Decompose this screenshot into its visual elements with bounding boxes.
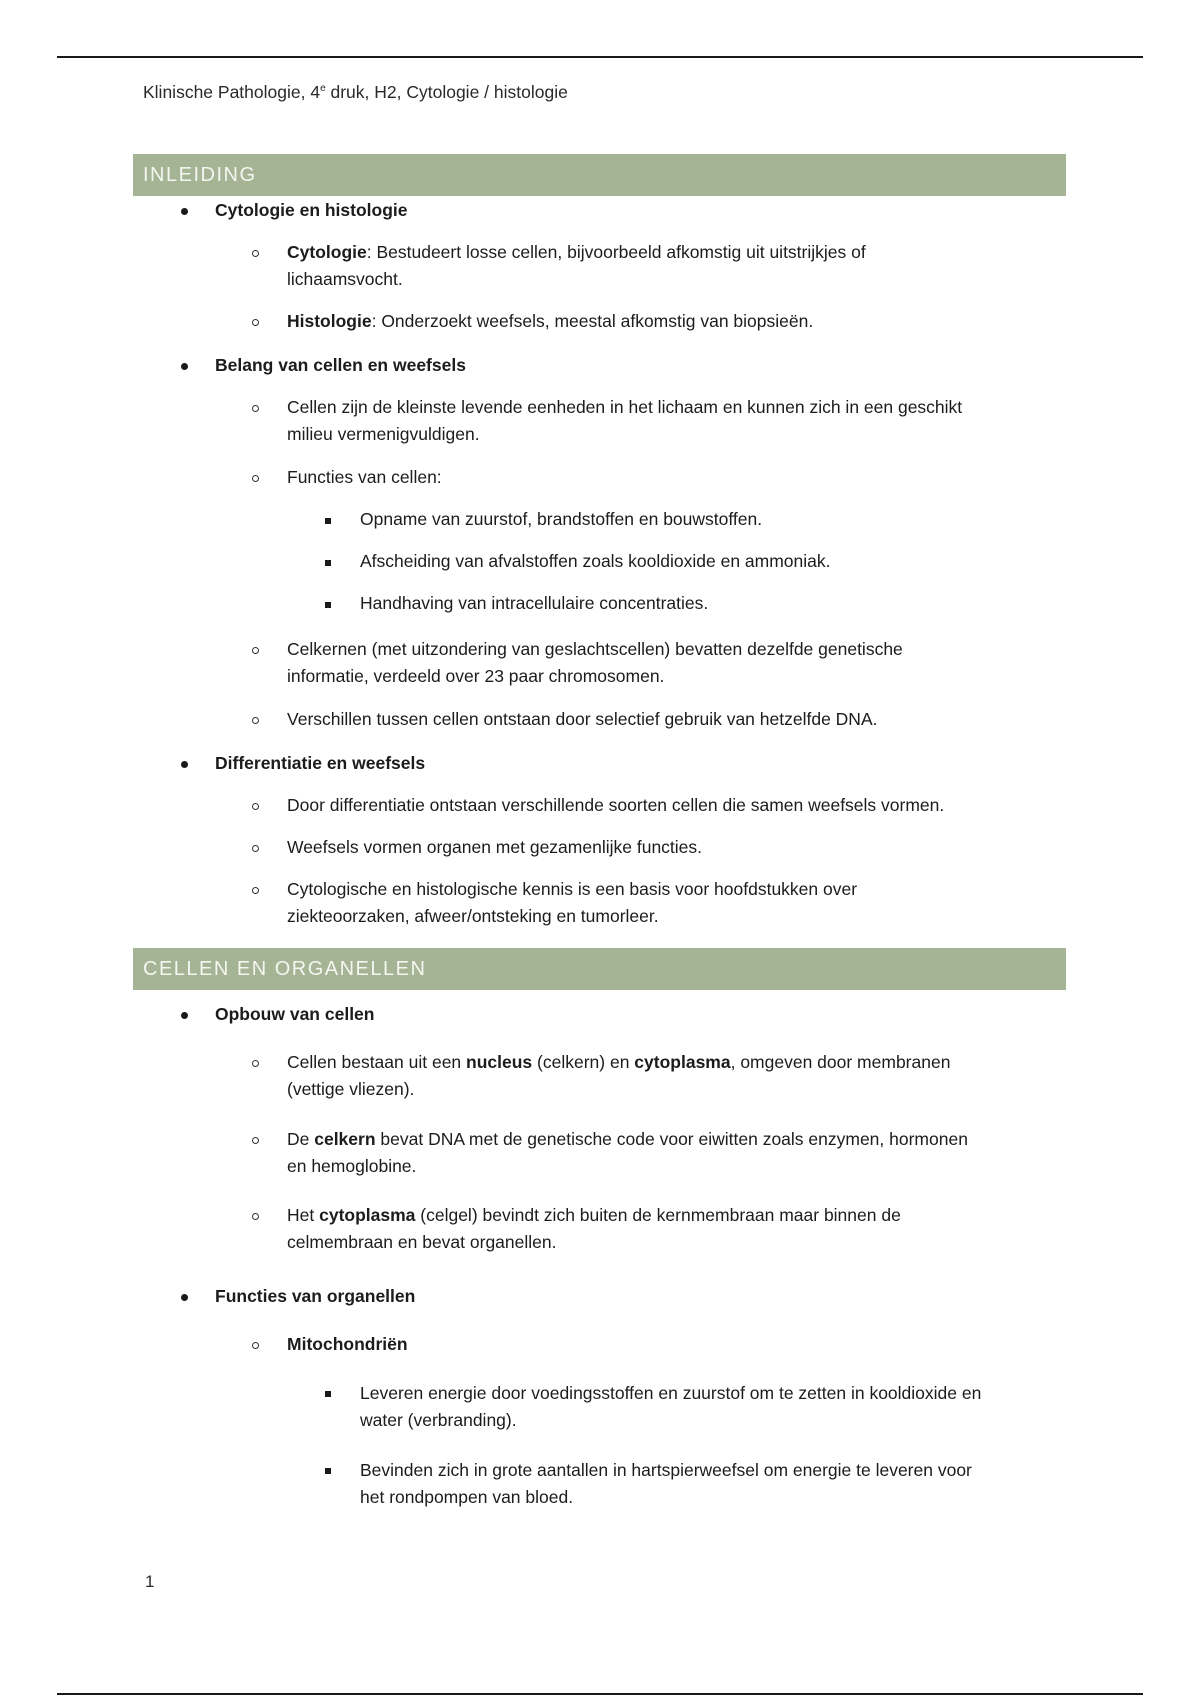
section-header-cellen-en-organellen: CELLEN EN ORGANELLEN xyxy=(133,948,1066,990)
bullet-square xyxy=(325,1391,333,1397)
bullet-circle xyxy=(252,250,264,257)
bullet-circle xyxy=(252,1342,264,1349)
bullet-circle xyxy=(252,405,264,412)
bullet-disc xyxy=(181,1294,191,1301)
bullet-circle xyxy=(252,803,264,810)
heading-differentiatie: Differentiatie en weefsels xyxy=(215,753,426,773)
heading-cytologie-en-histologie: Cytologie en histologie xyxy=(215,200,408,220)
list-item-functie-1: Opname van zuurstof, brandstoffen en bouwstoffen. xyxy=(360,509,763,529)
bottom-rule xyxy=(57,1693,1143,1695)
bullet-disc xyxy=(181,761,191,768)
bullet-circle xyxy=(252,1137,264,1144)
list-item-mito-2: Bevinden zich in grote aantallen in hartspierweefsel om energie te leveren voor het rondpompen van bloed. xyxy=(360,1460,972,1507)
bullet-square xyxy=(325,1468,333,1474)
list-item-cytologie: Cytologie: Bestudeert losse cellen, bijvoorbeeld afkomstig uit uitstrijkjes of lichaamsvocht. xyxy=(287,242,866,289)
bullet-disc xyxy=(181,363,191,370)
list-item-mito-1: Leveren energie door voedingsstoffen en zuurstof om te zetten in kooldioxide en water (verbranding). xyxy=(360,1383,982,1430)
list-item-belang-3: Celkernen (met uitzondering van geslachtscellen) bevatten dezelfde genetische informatie, verdeeld over 23 paar chromosomen. xyxy=(287,639,903,686)
page-number: 1 xyxy=(145,1572,155,1591)
document-header: Klinische Pathologie, 4e druk, H2, Cytologie / histologie xyxy=(143,82,568,102)
heading-opbouw: Opbouw van cellen xyxy=(215,1004,375,1024)
bullet-square xyxy=(325,518,333,524)
bullet-square xyxy=(325,602,333,608)
heading-belang: Belang van cellen en weefsels xyxy=(215,355,466,375)
bullet-square xyxy=(325,560,333,566)
list-item-belang-4: Verschillen tussen cellen ontstaan door selectief gebruik van hetzelfde DNA. xyxy=(287,709,878,729)
list-item-opbouw-1: Cellen bestaan uit een nucleus (celkern) en cytoplasma, omgeven door membranen (vettige vliezen). xyxy=(287,1052,951,1099)
heading-functies-organellen: Functies van organellen xyxy=(215,1286,416,1306)
bullet-circle xyxy=(252,647,264,654)
list-item-opbouw-3: Het cytoplasma (celgel) bevindt zich buiten de kernmembraan maar binnen de celmembraan en bevat organellen. xyxy=(287,1205,901,1252)
bullet-circle xyxy=(252,845,264,852)
list-item-diff-3: Cytologische en histologische kennis is een basis voor hoofdstukken over ziekteoorzaken, afweer/ontsteking en tumorleer. xyxy=(287,879,858,926)
bullet-disc xyxy=(181,208,191,215)
list-item-opbouw-2: De celkern bevat DNA met de genetische code voor eiwitten zoals enzymen, hormonen en hemoglobine. xyxy=(287,1129,968,1176)
list-item-functie-2: Afscheiding van afvalstoffen zoals kooldioxide en ammoniak. xyxy=(360,551,831,571)
list-item-belang-1: Cellen zijn de kleinste levende eenheden in het lichaam en kunnen zich in een geschikt milieu vermenigvuldigen. xyxy=(287,397,963,444)
bullet-circle xyxy=(252,887,264,894)
list-item-belang-2: Functies van cellen: xyxy=(287,467,442,487)
bullet-disc xyxy=(181,1012,191,1019)
bullet-circle xyxy=(252,475,264,482)
list-item-diff-2: Weefsels vormen organen met gezamenlijke functies. xyxy=(287,837,703,857)
bullet-circle xyxy=(252,717,264,724)
top-rule xyxy=(57,56,1143,58)
list-item-functie-3: Handhaving van intracellulaire concentraties. xyxy=(360,593,709,613)
heading-mitochondrien: Mitochondriën xyxy=(287,1334,408,1354)
bullet-circle xyxy=(252,1213,264,1220)
list-item-diff-1: Door differentiatie ontstaan verschillende soorten cellen die samen weefsels vormen. xyxy=(287,795,945,815)
section-header-inleiding: INLEIDING xyxy=(133,154,1066,196)
list-item-histologie: Histologie: Onderzoekt weefsels, meestal afkomstig van biopsieën. xyxy=(287,311,814,331)
bullet-circle xyxy=(252,319,264,326)
bullet-circle xyxy=(252,1060,264,1067)
